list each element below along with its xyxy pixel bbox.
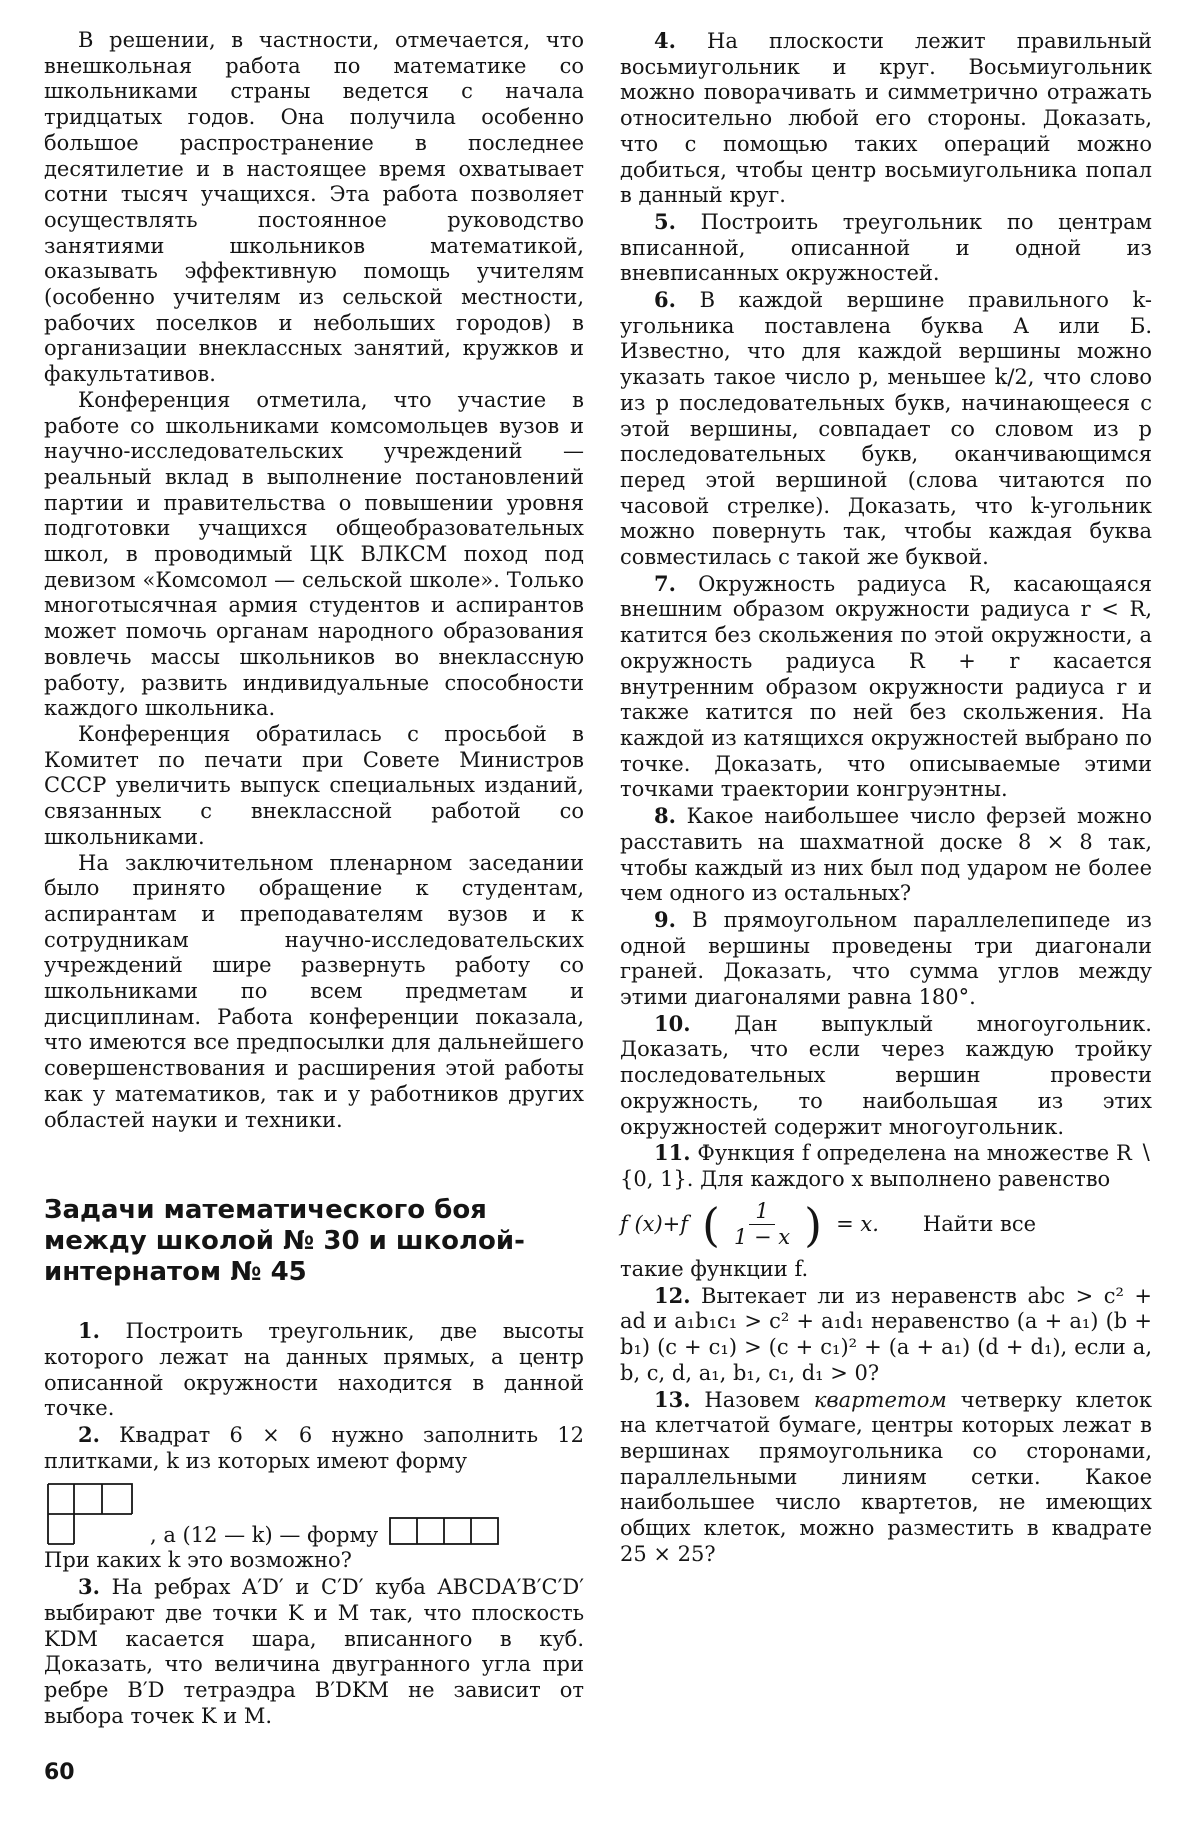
problem-number: 10.	[654, 1010, 691, 1036]
problem-number: 2.	[78, 1422, 100, 1448]
paren-open: (	[702, 1197, 720, 1252]
problem-7	[620, 571, 1152, 803]
problem-term: квартетом	[813, 1387, 947, 1412]
problem-4	[620, 28, 1152, 209]
problem-number: 9.	[654, 906, 676, 932]
line-tile-shape	[388, 1514, 502, 1548]
problem-number: 11.	[654, 1140, 691, 1166]
problem-text: В прямоугольном параллелепипеде из одной вершины проведены три диагонали граней. Доказать, что сумма углов между этими диагоналями равна 180°.	[620, 907, 1152, 1010]
problem-text: , а (12 — k) — форму	[150, 1522, 379, 1547]
problem-text: Дан выпуклый многоугольник. Доказать, что если через каждую тройку последовательных вершин провести окружность, то наибольшая из этих окружностей содержит многоугольник.	[620, 1011, 1152, 1139]
problem-2	[44, 1422, 584, 1474]
problem-number: 13.	[654, 1386, 691, 1412]
problem-number: 4.	[654, 28, 676, 53]
problem-text: Найти все	[922, 1211, 1037, 1236]
problem-text: Вытекает ли из неравенств abc > c² + ad и a₁b₁c₁ > c² + a₁d₁ неравенство (a + a₁) (b + b₁) (c + c₁) > (c + c₁)² + (a + a₁) (d + d₁), если a, b, c, d, a₁, b₁, c₁, d₁ > 0?	[620, 1283, 1152, 1385]
problem-text: На ребрах A′D′ и C′D′ куба ABCDA′B′C′D′ выбирают две точки K и M так, что плоскость KDM касается шара, вписанного в куб. Доказать, что величина двугранного угла при ребре B′D тетраэдра B′DKM не зависит от выбора точек K и M.	[44, 1575, 584, 1728]
problem-11	[620, 1140, 1152, 1192]
problem-6	[620, 287, 1152, 571]
paren-close: )	[804, 1197, 823, 1252]
problem-9	[620, 907, 1152, 1011]
problem-text: При каких k это возможно?	[44, 1548, 352, 1573]
problem-5	[620, 209, 1152, 287]
problem-text: Какое наибольшее число ферзей можно расставить на шахматной доске 8 × 8 так, чтобы каждый из них был под ударом не более чем одного из остальных?	[620, 804, 1152, 906]
paragraph: На заключительном пленарном заседании было принято обращение к студентам, аспирантам и преподавателям вузов и к сотрудникам научно-исследовательских учреждений шире развернуть работу со школьниками по всем предметам и дисциплинам. Работа конференции показала, что имеются все предпосылки для дальнейшего совершенствования и расширения этой работы как у математиков, так и у работников других областей науки и техники.	[44, 850, 584, 1132]
section-heading: Задачи математического боя между школой № 30 и школой-интернатом № 45	[44, 1195, 525, 1288]
problem-text: Построить треугольник по центрам вписанной, описанной и одной из вневписанных окружностей.	[620, 209, 1152, 286]
problem-3	[44, 1574, 584, 1729]
problem-number: 8.	[654, 803, 676, 829]
problem-number: 7.	[654, 570, 676, 596]
paragraph: Конференция обратилась с просьбой в Комитет по печати при Совете Министров СССР увеличить выпуск специальных изданий, связанных с внеклассной работой со школьниками.	[44, 721, 584, 849]
problem-text: Построить треугольник, две высоты которого лежат на данных прямых, а центр описанной окружности находится в данной точке.	[44, 1319, 584, 1421]
tile-shapes-row	[44, 1478, 584, 1548]
fraction-denominator: 1 − x	[734, 1225, 791, 1250]
problem-number: 1.	[78, 1318, 100, 1344]
functional-equation	[620, 1199, 1152, 1251]
right-column	[620, 28, 1152, 1567]
problem-8	[620, 803, 1152, 907]
paragraph: В решении, в частности, отмечается, что внешкольная работа по математике со школьниками страны ведется с начала тридцатых годов. Она получила особенно большое распространение в последнее десятилетие и в настоящее время охватывает сотни тысяч учащихся. Эта работа позволяет осуществлять постоянное руководство занятиями школьников математикой, оказывать эффективную помощь учителям (особенно учителям из сельской местности, рабочих поселков и небольших городов) в организации внеклассных занятий, кружков и факультативов.	[44, 28, 584, 387]
problem-text: Назовем	[704, 1387, 800, 1412]
problem-number: 12.	[654, 1282, 691, 1308]
problem-12	[620, 1283, 1152, 1387]
problem-number: 5.	[654, 208, 676, 234]
left-column	[44, 28, 584, 1729]
page-number: 60	[44, 1760, 75, 1785]
problem-13	[620, 1387, 1152, 1568]
problem-text: Окружность радиуса R, касающаяся внешним образом окружности радиуса r < R, катится без скольжения по этой окружности, а окружность радиуса R + r касается внутренним образом окружности радиуса r и также катится по ней без скольжения. На каждой из катящихся окружностей выбрано по точке. Доказать, что описываемые этими точками траектории конгруэнтны.	[620, 571, 1152, 802]
formula-rhs: = x.	[836, 1211, 879, 1236]
problem-10	[620, 1011, 1152, 1141]
problem-text: Квадрат 6 × 6 нужно заполнить 12 плитками, k из которых имеют форму	[44, 1423, 584, 1473]
t-tile-shape	[44, 1478, 140, 1548]
paragraph: Конференция отметила, что участие в работе со школьниками комсомольцев вузов и научно-исследовательских учреждений — реальный вклад в выполнение постановлений партии и правительства о повышении уровня подготовки учащихся общеобразовательных школ, в проводимый ЦК ВЛКСМ поход под девизом «Комсомол — сельской школе». Только многотысячная армия студентов и аспирантов может помочь органам народного образования вовлечь массы школьников во внеклассную работу, развить индивидуальные способности каждого школьника.	[44, 387, 584, 721]
fraction	[734, 1199, 790, 1251]
fraction-numerator: 1	[749, 1199, 774, 1226]
problem-text: Функция f определена на множестве R ∖ {0, 1}. Для каждого x выполнено равенство	[620, 1141, 1152, 1191]
formula-lhs: f (x)+f	[620, 1211, 689, 1236]
problem-text: На плоскости лежит правильный восьмиугольник и круг. Восьмиугольник можно поворачивать и симметрично отражать относительно любой его стороны. Доказать, что с помощью таких операций можно добиться, чтобы центр восьмиугольника попал в данный круг.	[620, 29, 1152, 208]
problem-number: 6.	[654, 287, 676, 313]
problem-number: 3.	[78, 1574, 100, 1600]
problem-text: четверку клеток на клетчатой бумаге, центры которых лежат в вершинах прямоугольника со сторонами, параллельными линиям сетки. Какое наибольшее число квартетов, не имеющих общих клеток, можно разместить в квадрате 25 × 25?	[620, 1387, 1152, 1566]
problem-text: В каждой вершине правильного k-угольника поставлена буква A или Б. Известно, что для каждой вершины можно указать такое число p, меньшее k/2, что слово из p последовательных букв, начинающееся с этой вершины, совпадает со словом из p последовательных букв, оканчивающимся перед этой вершиной (слова читаются по часовой стрелке). Доказать, что k-угольник можно повернуть так, чтобы каждая буква совместилась с такой же буквой.	[620, 288, 1152, 570]
problem-text: такие функции f.	[620, 1257, 809, 1282]
problem-1	[44, 1318, 584, 1422]
